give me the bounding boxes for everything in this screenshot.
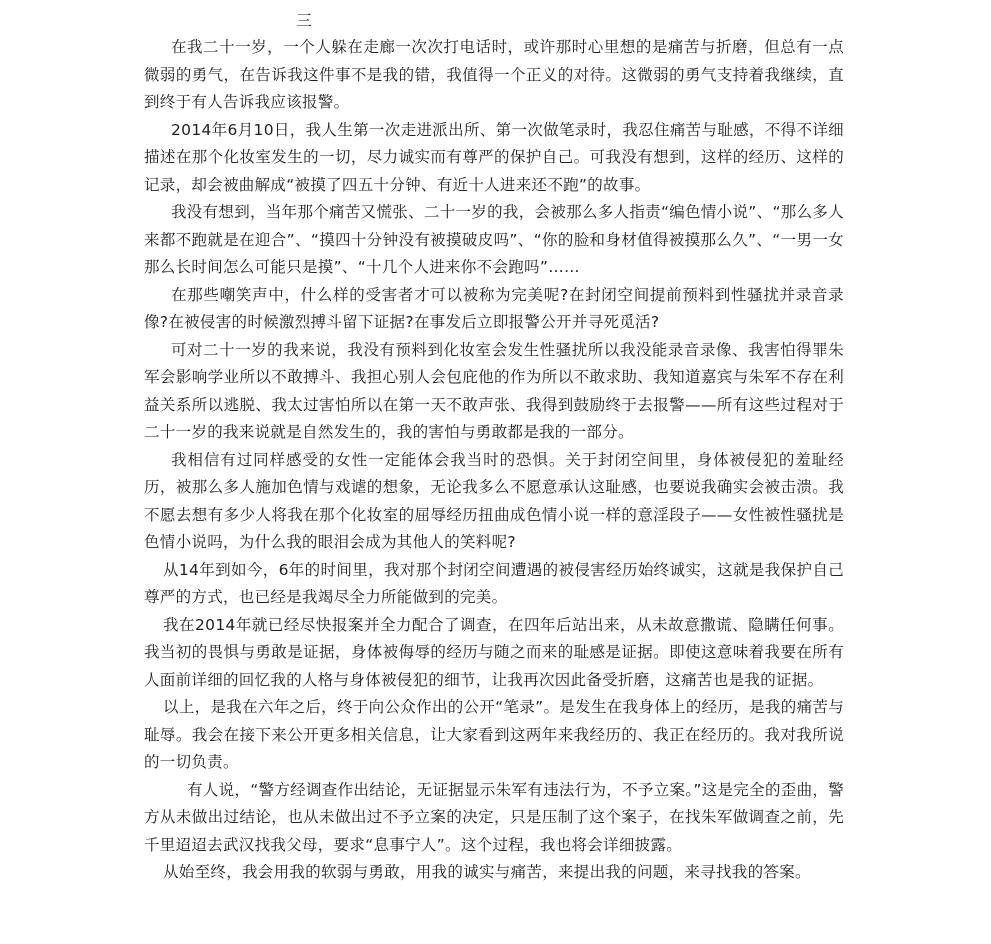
paragraph: 我在2014年就已经尽快报案并全力配合了调查，在四年后站出来，从未故意撒谎、隐瞒任何事。我当初的畏惧与勇敢是证据，身体被侮辱的经历与随之而来的耻感是证据。即使这意味着我要在所有人面前详细的回忆我的人格与身体被侵犯的细节，让我再次因此备受折磨，这痛苦也是我的证据。 [144,615,844,689]
paragraph: 我相信有过同样感受的女性一定能体会我当时的恐惧。关于封闭空间里，身体被侵犯的羞耻经历，被那么多人施加色情与戏谑的想象，无论我多么不愿意承认这耻感，也要说我确实会被击溃。我不愿去想有多少人将我在那个化妆室的屈辱经历扭曲成色情小说一样的意淫段子——女性被性骚扰是色情小说吗，为什么我的眼泪会成为其他人的笑料呢? [144,450,844,551]
paragraph: 我没有想到，当年那个痛苦又慌张、二十一岁的我，会被那么多人指责“编色情小说”、“那么多人来都不跑就是在迎合”、“摸四十分钟没有被摸破皮吗”、“你的脸和身材值得被摸那么久”、“一男一女那么长时间怎么可能只是摸”、“十几个人进来你不会跑吗”…… [144,203,844,276]
article-body [144,34,844,887]
paragraph: 可对二十一岁的我来说，我没有预料到化妆室会发生性骚扰所以我没能录音录像、我害怕得罪朱军会影响学业所以不敢搏斗、我担心别人会包庇他的作为所以不敢求助、我知道嘉宾与朱军不存在利益关系所以逃脱、我太过害怕所以在第一天不敢声张、我得到鼓励终于去报警——所有这些过程对于二十一岁的我来说就是自然发生的，我的害怕与勇敢都是我的一部分。 [144,340,844,441]
paragraph: 从14年到如今，6年的时间里，我对那个封闭空间遭遇的被侵害经历始终诚实，这就是我保护自己尊严的方式，也已经是我竭尽全力所能做到的完美。 [144,560,844,606]
paragraph: 在那些嘲笑声中，什么样的受害者才可以被称为完美呢?在封闭空间提前预料到性骚扰并录音录像?在被侵害的时候激烈搏斗留下证据?在事发后立即报警公开并寻死觅活? [144,285,844,331]
paragraph: 2014年6月10日，我人生第一次走进派出所、第一次做笔录时，我忍住痛苦与耻感，不得不详细描述在那个化妆室发生的一切，尽力诚实而有尊严的保护自己。可我没有想到，这样的经历、这样的记录，却会被曲解成“被摸了四五十分钟、有近十人进来还不跑”的故事。 [144,120,844,194]
paragraph: 从始至终，我会用我的软弱与勇敢，用我的诚实与痛苦，来提出我的问题，来寻找我的答案。 [163,863,811,881]
paragraph: 有人说，“警方经调查作出结论，无证据显示朱军有违法行为，不予立案。”这是完全的歪曲，警方从未做出过结论，也从未做出过不予立案的决定，只是压制了这个案子，在找朱军做调查之前，先千里迢迢去武汉找我父母，要求“息事宁人”。这个过程，我也将会详细披露。 [144,780,844,854]
paragraph: 在我二十一岁，一个人躲在走廊一次次打电话时，或许那时心里想的是痛苦与折磨，但总有一点微弱的勇气，在告诉我这件事不是我的错，我值得一个正义的对待。这微弱的勇气支持着我继续，直到终于有人告诉我应该报警。 [144,38,844,111]
section-heading: 三 [296,11,313,30]
paragraph: 以上，是我在六年之后，终于向公众作出的公开“笔录”。是发生在我身体上的经历，是我的痛苦与耻辱。我会在接下来公开更多相关信息，让大家看到这两年来我经历的、我正在经历的。我对我所说的一切负责。 [144,698,844,771]
